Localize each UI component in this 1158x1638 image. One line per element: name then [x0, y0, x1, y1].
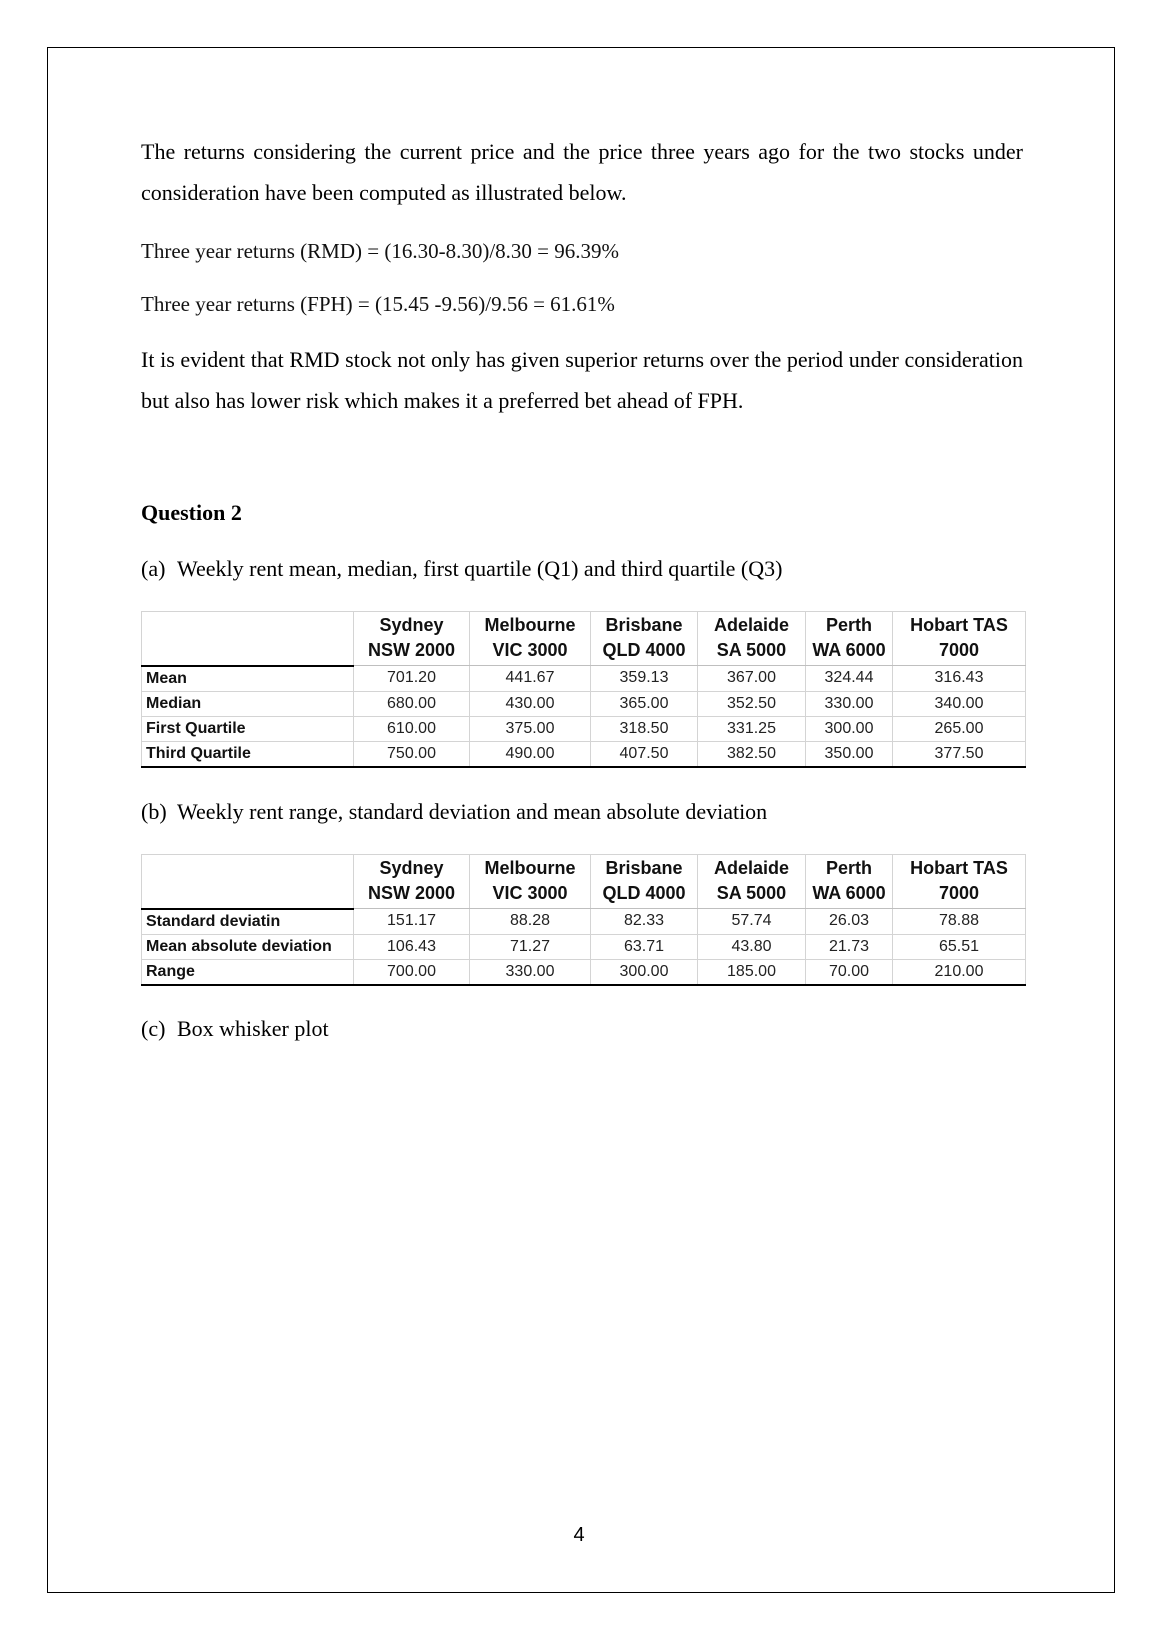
table-cell: 352.50: [698, 691, 806, 716]
column-header-perth: Perth WA 6000: [806, 612, 893, 666]
part-c-heading: [141, 1016, 329, 1042]
table-corner-cell: [142, 612, 354, 666]
column-header-brisbane: Brisbane QLD 4000: [591, 855, 698, 909]
row-label-mean: Mean: [142, 666, 354, 692]
table-cell: 324.44: [806, 666, 893, 692]
row-label-third-quartile: Third Quartile: [142, 741, 354, 767]
table-row: [142, 934, 1026, 959]
table-row: [142, 909, 1026, 935]
table-cell: 367.00: [698, 666, 806, 692]
row-label-range: Range: [142, 959, 354, 985]
table-cell: 63.71: [591, 934, 698, 959]
table-cell: 441.67: [470, 666, 591, 692]
table-cell: 407.50: [591, 741, 698, 767]
table-cell: 43.80: [698, 934, 806, 959]
column-header-sydney: Sydney NSW 2000: [354, 855, 470, 909]
table-cell: 106.43: [354, 934, 470, 959]
table-cell: 65.51: [893, 934, 1026, 959]
table-central-tendency: [141, 611, 1026, 768]
table-cell: 430.00: [470, 691, 591, 716]
row-label-standard-deviation: Standard deviatin: [142, 909, 354, 935]
table-cell: 185.00: [698, 959, 806, 985]
table-cell: 21.73: [806, 934, 893, 959]
part-b-text: Weekly rent range, standard deviation and mean absolute deviation: [177, 799, 768, 824]
table-corner-cell: [142, 855, 354, 909]
table-cell: 57.74: [698, 909, 806, 935]
column-header-adelaide: Adelaide SA 5000: [698, 612, 806, 666]
column-header-hobart: Hobart TAS 7000: [893, 855, 1026, 909]
table-cell: 331.25: [698, 716, 806, 741]
table-header-row: [142, 612, 1026, 666]
part-a-heading: [141, 556, 782, 582]
table-cell: 340.00: [893, 691, 1026, 716]
table-cell: 82.33: [591, 909, 698, 935]
table-cell: 151.17: [354, 909, 470, 935]
table-cell: 610.00: [354, 716, 470, 741]
table-cell: 318.50: [591, 716, 698, 741]
table-row: [142, 666, 1026, 692]
row-label-first-quartile: First Quartile: [142, 716, 354, 741]
column-header-melbourne: Melbourne VIC 3000: [470, 612, 591, 666]
question-heading: Question 2: [141, 500, 242, 525]
part-b-heading: [141, 799, 767, 825]
conclusion-paragraph: It is evident that RMD stock not only has given superior returns over the period under consideration but also has lower risk which makes it a preferred bet ahead of FPH.: [141, 347, 1023, 413]
table-cell: 382.50: [698, 741, 806, 767]
table-cell: 26.03: [806, 909, 893, 935]
table-cell: 490.00: [470, 741, 591, 767]
intro-paragraph: The returns considering the current price and the price three years ago for the two stocks under consideration have been computed as illustrated below.: [141, 139, 1023, 205]
table-cell: 330.00: [806, 691, 893, 716]
table-cell: 701.20: [354, 666, 470, 692]
column-header-sydney: Sydney NSW 2000: [354, 612, 470, 666]
table-cell: 350.00: [806, 741, 893, 767]
table-cell: 210.00: [893, 959, 1026, 985]
row-label-mean-absolute-deviation: Mean absolute deviation: [142, 934, 354, 959]
part-a-text: Weekly rent mean, median, first quartile (Q1) and third quartile (Q3): [177, 556, 783, 581]
table-row: [142, 716, 1026, 741]
column-header-perth: Perth WA 6000: [806, 855, 893, 909]
part-c-text: Box whisker plot: [177, 1016, 329, 1041]
table-cell: 359.13: [591, 666, 698, 692]
formula-rmd: Three year returns (RMD) = (16.30-8.30)/8.30 = 96.39%: [141, 239, 619, 263]
part-b-label: (b): [141, 799, 167, 824]
column-header-melbourne: Melbourne VIC 3000: [470, 855, 591, 909]
table-cell: 750.00: [354, 741, 470, 767]
table-cell: 70.00: [806, 959, 893, 985]
table-cell: 265.00: [893, 716, 1026, 741]
table-cell: 300.00: [591, 959, 698, 985]
table-dispersion: [141, 854, 1026, 986]
table-cell: 700.00: [354, 959, 470, 985]
table-row: [142, 741, 1026, 767]
table-cell: 330.00: [470, 959, 591, 985]
table-cell: 680.00: [354, 691, 470, 716]
row-label-median: Median: [142, 691, 354, 716]
table-cell: 78.88: [893, 909, 1026, 935]
table-cell: 71.27: [470, 934, 591, 959]
page-number: 4: [573, 1524, 585, 1546]
part-c-label: (c): [141, 1016, 166, 1041]
table-header-row: [142, 855, 1026, 909]
table-row: [142, 959, 1026, 985]
column-header-adelaide: Adelaide SA 5000: [698, 855, 806, 909]
part-a-label: (a): [141, 556, 166, 581]
column-header-hobart: Hobart TAS 7000: [893, 612, 1026, 666]
formula-fph: Three year returns (FPH) = (15.45 -9.56)/9.56 = 61.61%: [141, 292, 615, 316]
table-cell: 316.43: [893, 666, 1026, 692]
column-header-brisbane: Brisbane QLD 4000: [591, 612, 698, 666]
table-row: [142, 691, 1026, 716]
table-cell: 377.50: [893, 741, 1026, 767]
table-cell: 88.28: [470, 909, 591, 935]
table-cell: 300.00: [806, 716, 893, 741]
table-cell: 365.00: [591, 691, 698, 716]
table-cell: 375.00: [470, 716, 591, 741]
